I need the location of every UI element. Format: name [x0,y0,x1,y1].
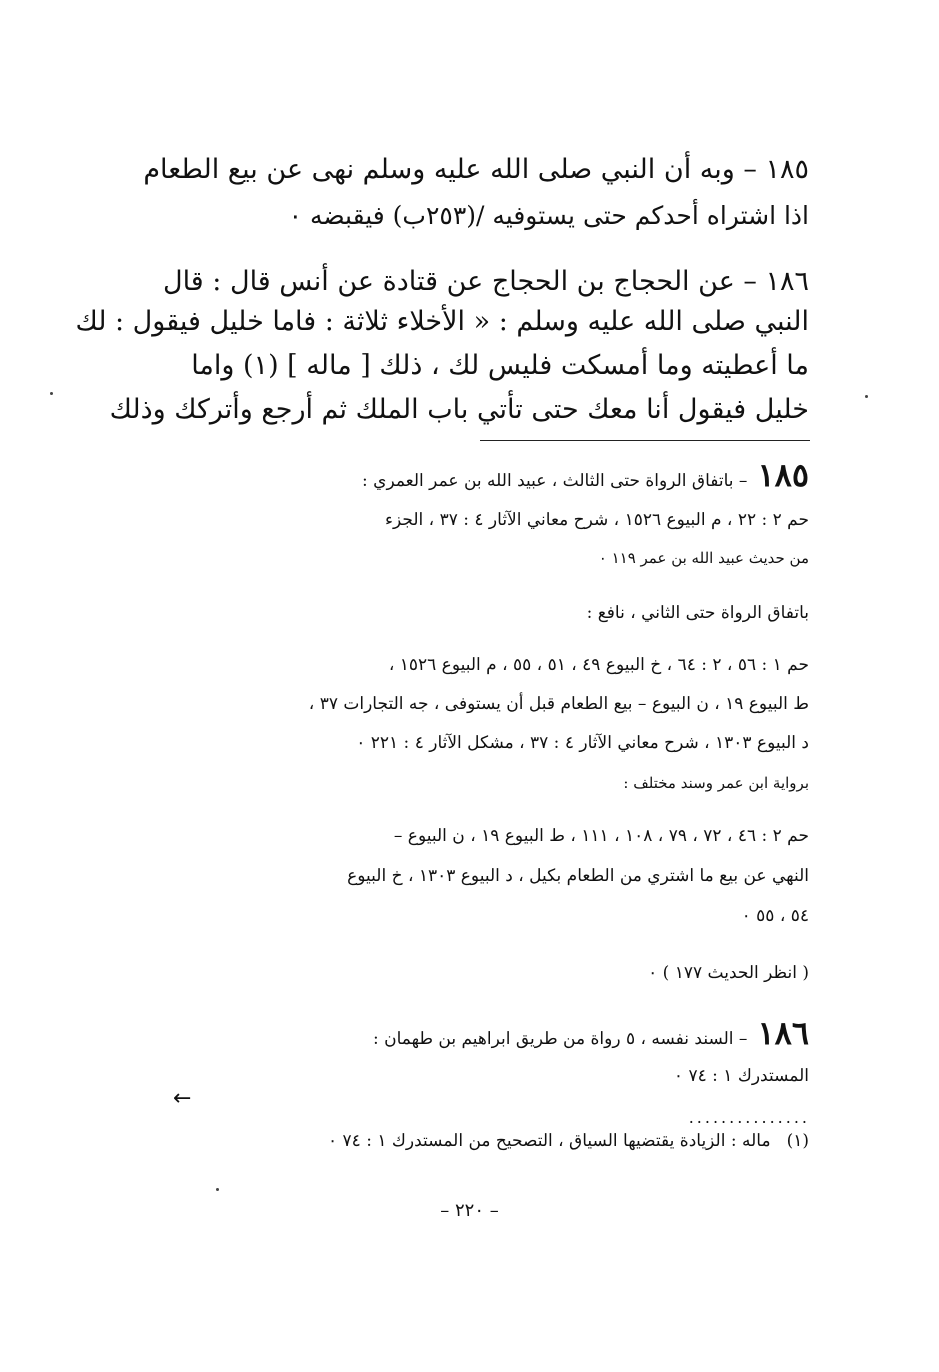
footnote-text: ماله : الزيادة يقتضيها السياق ، التصحيح من المستدرك ١ : ٧٤ ٠ [327,1131,771,1151]
note-185-line-2: حم ٢ : ٢٢ ، م البيوع ١٥٢٦ ، شرح معاني الآثار ٤ : ٣٧ ، الجزء [385,510,809,530]
scan-speck [865,395,868,398]
hadith-186-line-1: ١٨٦ – عن الحجاج بن الحجاج عن قتادة عن أنس قال : قال [162,266,809,297]
note-185-line-11: ٥٤ ، ٥٥ ٠ [741,906,809,926]
note-185-number: ١٨٥ [757,456,809,494]
scan-speck [50,392,53,395]
continuation-arrow-icon: ← [173,1086,192,1111]
hadith-186-line-3: ما أعطيته وما أمسكت فليس لك ، ذلك [ ماله ] (١) واما [191,350,809,381]
note-185-line-5: حم ١ : ٥٦ ، ٢ : ٦٤ ، خ البيوع ٤٩ ، ٥١ ، ٥٥ ، م البيوع ١٥٢٦ ، [388,655,809,675]
note-186-heading [160,1014,809,1052]
scan-speck [216,1188,219,1191]
note-185-line-12: ( انظر الحديث ١٧٧ ) ٠ [648,963,809,983]
footnote-marker: (١) [786,1131,809,1151]
note-185-line-7: د البيوع ١٣٠٣ ، شرح معاني الآثار ٤ : ٣٧ ، مشكل الآثار ٤ : ٢٢١ ٠ [356,733,809,753]
note-185-heading [160,456,809,494]
hadith-186-line-2: النبي صلى الله عليه وسلم : « الأخلاء ثلاثة : فاما خليل فيقول : لك [75,306,809,337]
page-number: – ٢٢٠ – [440,1200,499,1221]
note-185-line-9: حم ٢ : ٤٦ ، ٧٢ ، ٧٩ ، ١٠٨ ، ١١١ ، ط البيوع ١٩ ، ن البيوع – [393,826,809,846]
note-185-line-8: برواية ابن عمر وسند مختلف : [623,774,809,792]
hadith-186-line-4: خليل فيقول أنا معك حتى تأتي باب الملك ثم أرجع وأتركك وذلك [109,394,809,425]
note-186-number: ١٨٦ [757,1014,809,1052]
note-185-line-1: – باتفاق الرواة حتى الثالث ، عبيد الله بن عمر العمري : [362,471,748,491]
notes-divider [480,440,810,441]
footnote-1 [160,1128,809,1154]
footnote-separator-dots: ............... [688,1108,810,1127]
note-186-line-1: – السند نفسه ، ٥ رواة من طريق ابراهيم بن طهمان : [372,1029,748,1049]
hadith-185-line-2: اذا اشتراه أحدكم حتى يستوفيه /(٢٥٣ب) فيقبضه ٠ [288,201,809,230]
note-185-line-4: باتفاق الرواة حتى الثاني ، نافع : [586,603,809,623]
note-185-line-6: ط البيوع ١٩ ، ن البيوع – بيع الطعام قبل أن يستوفى ، جه التجارات ٣٧ ، [308,694,809,714]
note-185-line-10: النهي عن بيع ما اشتري من الطعام بكيل ، د البيوع ١٣٠٣ ، خ البيوع [347,866,809,886]
note-186-line-2: المستدرك ١ : ٧٤ ٠ [673,1066,809,1086]
note-185-line-3: من حديث عبيد الله بن عمر ١١٩ ٠ [598,549,809,567]
hadith-185-line-1: ١٨٥ – وبه أن النبي صلى الله عليه وسلم نهى عن بيع الطعام [143,154,809,185]
